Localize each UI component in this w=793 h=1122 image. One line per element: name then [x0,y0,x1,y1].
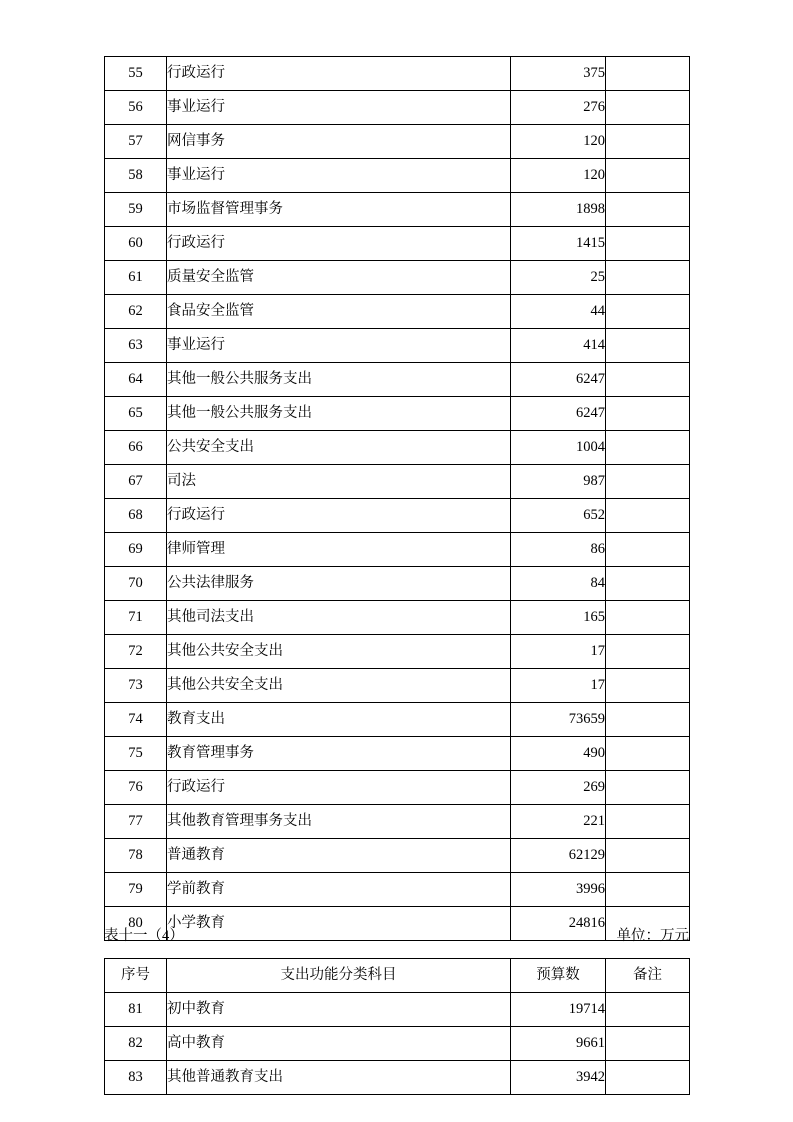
row-amount: 3996 [511,873,606,907]
row-subject: 事业运行 [167,91,511,125]
row-remark [606,533,690,567]
table-row [105,635,690,669]
row-subject: 其他普通教育支出 [167,1061,511,1095]
row-remark [606,499,690,533]
row-remark [606,397,690,431]
row-remark [606,465,690,499]
row-amount: 490 [511,737,606,771]
row-remark [606,193,690,227]
table-row [105,465,690,499]
row-subject: 行政运行 [167,771,511,805]
row-subject: 公共法律服务 [167,567,511,601]
row-amount: 120 [511,125,606,159]
row-amount: 86 [511,533,606,567]
row-subject: 其他公共安全支出 [167,669,511,703]
row-amount: 6247 [511,397,606,431]
row-index: 75 [105,737,167,771]
table-row [105,771,690,805]
row-remark [606,295,690,329]
row-subject: 行政运行 [167,227,511,261]
row-amount: 1415 [511,227,606,261]
row-amount: 62129 [511,839,606,873]
row-index: 55 [105,57,167,91]
row-subject: 质量安全监管 [167,261,511,295]
table-caption [104,925,689,947]
row-index: 76 [105,771,167,805]
table-row [105,805,690,839]
row-subject: 事业运行 [167,159,511,193]
row-subject: 其他一般公共服务支出 [167,397,511,431]
row-subject: 小学教育 [167,907,511,941]
column-header-index: 序号 [105,959,167,993]
row-remark [606,363,690,397]
row-remark [606,601,690,635]
row-amount: 414 [511,329,606,363]
row-index: 65 [105,397,167,431]
table-row [105,993,690,1027]
table-row [105,125,690,159]
row-amount: 17 [511,669,606,703]
row-index: 69 [105,533,167,567]
row-amount: 987 [511,465,606,499]
table-row [105,57,690,91]
row-subject: 司法 [167,465,511,499]
row-remark [606,567,690,601]
row-remark [606,1061,690,1095]
row-remark [606,703,690,737]
row-index: 70 [105,567,167,601]
budget-table-lower-head [105,959,690,993]
row-remark [606,993,690,1027]
table-row [105,91,690,125]
table-row [105,839,690,873]
row-subject: 律师管理 [167,533,511,567]
table-row [105,1027,690,1061]
table-row [105,873,690,907]
row-remark [606,227,690,261]
row-index: 56 [105,91,167,125]
row-amount: 44 [511,295,606,329]
row-amount: 84 [511,567,606,601]
row-index: 82 [105,1027,167,1061]
row-amount: 221 [511,805,606,839]
row-subject: 高中教育 [167,1027,511,1061]
row-index: 62 [105,295,167,329]
row-remark [606,159,690,193]
row-amount: 375 [511,57,606,91]
row-index: 77 [105,805,167,839]
row-remark [606,873,690,907]
table-row [105,1061,690,1095]
row-index: 71 [105,601,167,635]
row-subject: 教育管理事务 [167,737,511,771]
row-index: 74 [105,703,167,737]
table-row [105,159,690,193]
row-remark [606,1027,690,1061]
row-subject: 其他公共安全支出 [167,635,511,669]
row-subject: 市场监督管理事务 [167,193,511,227]
table-row [105,397,690,431]
row-amount: 19714 [511,993,606,1027]
row-index: 83 [105,1061,167,1095]
row-remark [606,261,690,295]
table-header-row [105,959,690,993]
row-amount: 24816 [511,907,606,941]
row-index: 58 [105,159,167,193]
row-amount: 165 [511,601,606,635]
table-row [105,193,690,227]
row-amount: 652 [511,499,606,533]
table-row [105,295,690,329]
row-subject: 其他一般公共服务支出 [167,363,511,397]
row-subject: 网信事务 [167,125,511,159]
table-caption-label: 表十一（4） [104,928,184,944]
row-index: 63 [105,329,167,363]
row-subject: 其他司法支出 [167,601,511,635]
row-index: 80 [105,907,167,941]
row-amount: 6247 [511,363,606,397]
table-row [105,601,690,635]
row-remark [606,329,690,363]
table-row [105,737,690,771]
budget-table-upper-body [105,57,690,941]
row-index: 60 [105,227,167,261]
budget-table-upper-grid [104,56,690,941]
table-row [105,703,690,737]
row-subject: 普通教育 [167,839,511,873]
row-subject: 事业运行 [167,329,511,363]
row-subject: 学前教育 [167,873,511,907]
row-subject: 其他教育管理事务支出 [167,805,511,839]
table-row [105,533,690,567]
row-amount: 25 [511,261,606,295]
row-amount: 3942 [511,1061,606,1095]
row-amount: 1898 [511,193,606,227]
row-remark [606,669,690,703]
table-row [105,431,690,465]
row-amount: 73659 [511,703,606,737]
budget-table-upper [104,56,689,941]
row-index: 66 [105,431,167,465]
row-amount: 9661 [511,1027,606,1061]
row-index: 68 [105,499,167,533]
budget-table-lower [104,958,689,1095]
table-row [105,669,690,703]
row-index: 73 [105,669,167,703]
row-subject: 行政运行 [167,499,511,533]
table-row [105,363,690,397]
row-index: 72 [105,635,167,669]
row-remark [606,125,690,159]
budget-table-lower-grid [104,958,690,1095]
row-index: 57 [105,125,167,159]
row-subject: 食品安全监管 [167,295,511,329]
row-amount: 276 [511,91,606,125]
table-row [105,567,690,601]
row-remark [606,737,690,771]
budget-table-lower-body [105,993,690,1095]
row-remark [606,635,690,669]
row-index: 61 [105,261,167,295]
row-remark [606,805,690,839]
row-remark [606,771,690,805]
row-remark [606,839,690,873]
row-amount: 1004 [511,431,606,465]
row-index: 78 [105,839,167,873]
row-index: 64 [105,363,167,397]
row-subject: 公共安全支出 [167,431,511,465]
table-row [105,227,690,261]
row-amount: 269 [511,771,606,805]
table-row [105,329,690,363]
row-amount: 120 [511,159,606,193]
column-header-budget: 预算数 [511,959,606,993]
row-subject: 教育支出 [167,703,511,737]
column-header-subject: 支出功能分类科目 [167,959,511,993]
row-subject: 行政运行 [167,57,511,91]
column-header-remark: 备注 [606,959,690,993]
row-subject: 初中教育 [167,993,511,1027]
row-index: 67 [105,465,167,499]
table-unit-label: 单位：万元 [616,928,689,944]
table-row [105,261,690,295]
row-remark [606,431,690,465]
row-remark [606,91,690,125]
row-index: 81 [105,993,167,1027]
table-row [105,499,690,533]
row-index: 59 [105,193,167,227]
row-amount: 17 [511,635,606,669]
row-index: 79 [105,873,167,907]
row-remark [606,57,690,91]
